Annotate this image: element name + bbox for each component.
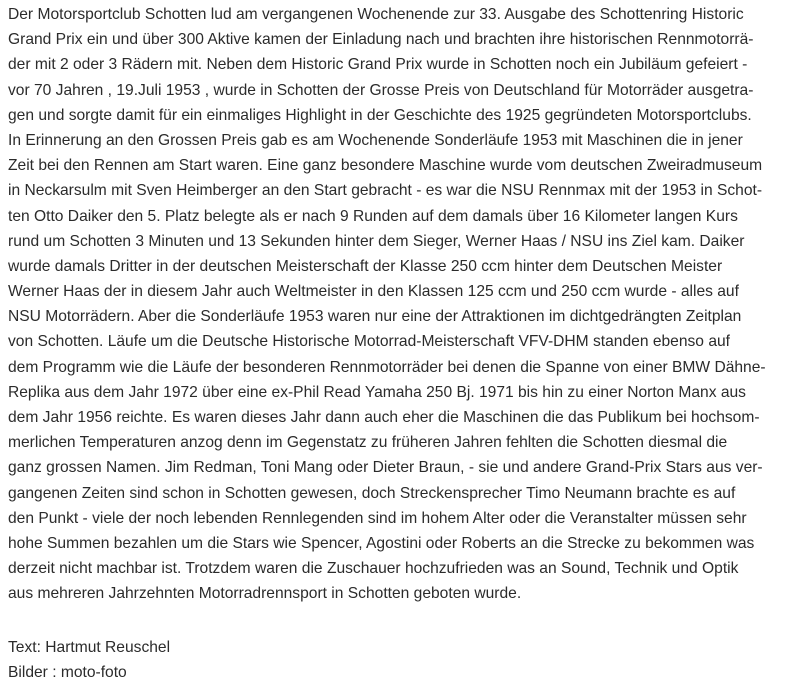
image-credit: Bilder : moto-foto bbox=[8, 664, 127, 682]
article-line: ten Otto Daiker den 5. Platz belegte als er nach 9 Runden auf dem damals über 16 Kilometer langen Kurs bbox=[8, 207, 738, 225]
text-author-credit: Text: Hartmut Reuschel bbox=[8, 639, 171, 656]
article-line: gangenen Zeiten sind schon in Schotten gewesen, doch Streckensprecher Timo Neumann brachte es auf bbox=[8, 484, 736, 502]
article-line: von Schotten. Läufe um die Deutsche Historische Motorrad-Meisterschaft VFV-DHM standen ebenso auf bbox=[8, 333, 730, 351]
article-line: gen und sorgte damit für ein einmaliges Highlight in der Geschichte des 1925 gegründeten Motorsportclubs. bbox=[8, 106, 752, 124]
article-line: Replika aus dem Jahr 1972 über eine ex-Phil Read Yamaha 250 Bj. 1971 bis hin zu einer Norton Manx aus bbox=[8, 383, 746, 401]
article-line: rund um Schotten 3 Minuten und 13 Sekunden hinter dem Sieger, Werner Haas / NSU ins Ziel kam. Daiker bbox=[8, 232, 745, 250]
article-line: der mit 2 oder 3 Rädern mit. Neben dem Historic Grand Prix wurde in Schotten noch ein Jubiläum gefeiert - bbox=[8, 56, 748, 74]
article-line: in Neckarsulm mit Sven Heimberger an den Start gebracht - es war die NSU Rennmax mit der 1953 in Schot- bbox=[8, 182, 763, 200]
article-line: merlichen Temperaturen anzog denn im Gegenstatz zu früheren Jahren fehlten die Schotten diesmal die bbox=[8, 434, 728, 452]
article-line: wurde damals Dritter in der deutschen Meisterschaft der Klasse 250 ccm hinter dem Deutschen Meister bbox=[8, 257, 723, 275]
article-line: hohe Summen bezahlen um die Stars wie Spencer, Agostini oder Roberts an die Strecke zu bekommen was bbox=[8, 534, 755, 552]
article-line: Werner Haas der in diesem Jahr auch Weltmeister in den Klassen 125 ccm und 250 ccm wurde - alles auf bbox=[8, 283, 739, 301]
article-line: Zeit bei den Rennen am Start waren. Eine ganz besondere Maschine wurde vom deutschen Zweiradmuseum bbox=[8, 157, 763, 175]
article-line: Der Motorsportclub Schotten lud am vergangenen Wochenende zur 33. Ausgabe des Schottenring Historic bbox=[8, 6, 744, 23]
article-line: den Punkt - viele der noch lebenden Rennlegenden sind im hohem Alter oder die Veranstalter müssen sehr bbox=[8, 509, 747, 527]
article-line: dem Programm wie die Läufe der besonderen Rennmotorräder bei denen die Spanne von einer BMW Dähne- bbox=[8, 358, 766, 376]
article-line: In Erinnerung an den Grossen Preis gab es am Wochenende Sonderläufe 1953 mit Maschinen die in jener bbox=[8, 131, 743, 149]
article-line: derzeit nicht machbar ist. Trotzdem waren die Zuschauer hochzufrieden was an Sound, Technik und Optik bbox=[8, 560, 739, 578]
article-body bbox=[8, 2, 780, 607]
article-line: ganz grossen Namen. Jim Redman, Toni Mang oder Dieter Braun, - sie und andere Grand-Prix Stars aus ver- bbox=[8, 459, 763, 477]
article-line: aus mehreren Jahrzehnten Motorradrennsport in Schotten geboten wurde. bbox=[8, 585, 522, 603]
article-line: vor 70 Jahren , 19.Juli 1953 , wurde in Schotten der Grosse Preis von Deutschland für Motorräder ausgetra- bbox=[8, 81, 754, 99]
article-line: NSU Motorrädern. Aber die Sonderläufe 1953 waren nur eine der Attraktionen im dichtgedrängten Zeitplan bbox=[8, 308, 742, 326]
article-line: Grand Prix ein und über 300 Aktive kamen der Einladung nach und brachten ihre historischen Rennmotorrä- bbox=[8, 31, 754, 49]
article-line: dem Jahr 1956 reichte. Es waren dieses Jahr dann auch eher die Maschinen die das Publikum bei hochsom- bbox=[8, 409, 760, 426]
credits-block bbox=[8, 635, 170, 685]
